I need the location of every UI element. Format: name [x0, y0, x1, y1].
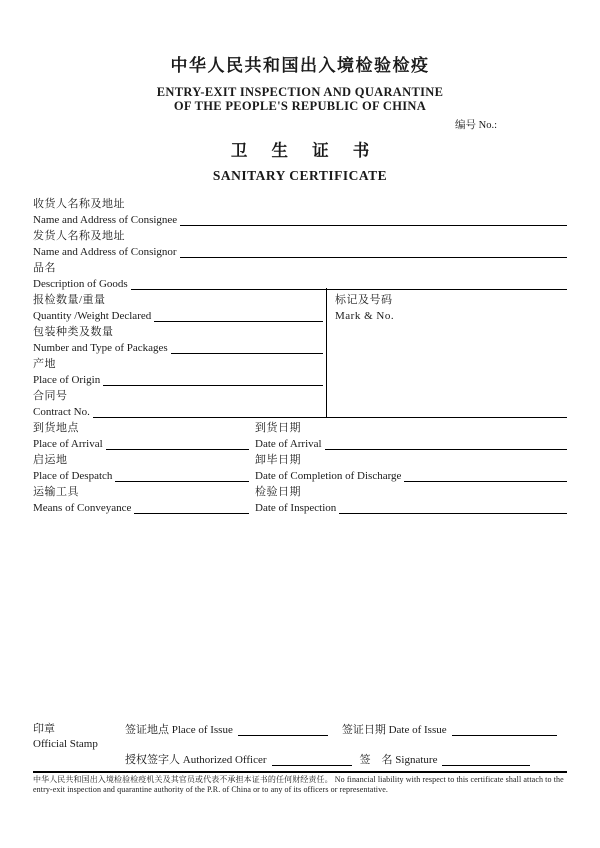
date-of-arrival-fill-line[interactable]: [325, 436, 567, 450]
date-of-arrival-label-cn: 到货日期: [255, 422, 301, 434]
contract-fill-line[interactable]: [93, 404, 567, 418]
packages-fill-line[interactable]: [171, 340, 323, 354]
issue-row: [125, 722, 567, 738]
place-of-arrival-fill-line[interactable]: [106, 436, 249, 450]
consignee-fill-line[interactable]: [180, 212, 567, 226]
goods-fill-line[interactable]: [131, 276, 567, 290]
disclaimer-text: 中华人民共和国出入境检验检疫机关及其官员或代表不承担本证书的任何财经责任。 No financial liability with respect to this certificate shall attach to the entry-exit inspection and quarantine authority of the P.R. of China or to any of its officers or representative.: [33, 775, 564, 794]
conveyance-fill-line[interactable]: [134, 500, 249, 514]
consignor-fill-line[interactable]: [180, 244, 567, 258]
official-stamp-area: [33, 722, 125, 768]
place-of-issue-fill-line[interactable]: [238, 722, 328, 736]
org-title-cn: 中华人民共和国出入境检验检疫: [170, 56, 430, 75]
footer-rule: [33, 771, 567, 773]
quantity-fill-line[interactable]: [154, 308, 323, 322]
org-title-en: [33, 86, 567, 113]
vertical-divider-line: [326, 288, 327, 417]
mark-no-label-en: Mark & No.: [335, 310, 395, 322]
field-row-conveyance: [33, 484, 567, 516]
date-of-discharge-label-en: Date of Completion of Discharge: [255, 470, 402, 482]
date-of-inspection-fill-line[interactable]: [339, 500, 567, 514]
quantity-label-cn: 报检数量/重量: [33, 294, 106, 306]
date-of-inspection-label-cn: 检验日期: [255, 486, 301, 498]
field-description-of-goods: [33, 260, 567, 292]
field-consignor: [33, 228, 567, 260]
authorized-officer-fill-line[interactable]: [272, 752, 352, 766]
consignor-label-en: Name and Address of Consignor: [33, 246, 177, 258]
serial-number-label: 编号 No.:: [455, 120, 497, 131]
contract-label-cn: 合同号: [33, 390, 68, 402]
packages-label-en: Number and Type of Packages: [33, 342, 168, 354]
field-quantity-declared: [33, 292, 567, 324]
origin-label-cn: 产地: [33, 358, 56, 370]
date-of-discharge-label-cn: 卸毕日期: [255, 454, 301, 466]
quantity-label-en: Quantity /Weight Declared: [33, 310, 152, 322]
field-consignee: [33, 196, 567, 228]
signature-row: [125, 752, 567, 768]
field-row-despatch: [33, 452, 567, 484]
conveyance-label-cn: 运输工具: [33, 486, 79, 498]
blank-writing-area: [33, 516, 567, 722]
stamp-label-cn: 印章: [33, 723, 55, 735]
field-mark-no: [335, 292, 394, 324]
certificate-content: [33, 0, 567, 794]
place-of-despatch-label-cn: 启运地: [33, 454, 68, 466]
certificate-title-cn: 卫 生 证 书: [230, 141, 380, 160]
signature-label: 签 名 Signature: [359, 754, 438, 766]
place-of-arrival-label-en: Place of Arrival: [33, 438, 103, 450]
place-of-arrival-label-cn: 到货地点: [33, 422, 79, 434]
origin-label-en: Place of Origin: [33, 374, 101, 386]
date-of-discharge-fill-line[interactable]: [404, 468, 567, 482]
serial-number-row: [33, 120, 567, 132]
consignor-label-cn: 发货人名称及地址: [33, 230, 125, 242]
consignee-label-cn: 收货人名称及地址: [33, 198, 125, 210]
origin-fill-line[interactable]: [103, 372, 323, 386]
place-of-issue-label: 签证地点 Place of Issue: [125, 724, 233, 736]
org-title-en-line2: OF THE PEOPLE'S REPUBLIC OF CHINA: [173, 98, 427, 113]
field-row-arrival: [33, 420, 567, 452]
date-of-inspection-label-en: Date of Inspection: [255, 502, 337, 514]
consignee-label-en: Name and Address of Consignee: [33, 214, 178, 226]
date-of-issue-label: 签证日期 Date of Issue: [341, 724, 447, 736]
mark-no-label-cn: 标记及号码: [335, 294, 393, 306]
conveyance-label-en: Means of Conveyance: [33, 502, 132, 514]
date-of-arrival-label-en: Date of Arrival: [255, 438, 322, 450]
form-body: [33, 196, 567, 794]
field-contract-no: [33, 388, 567, 420]
place-of-despatch-fill-line[interactable]: [115, 468, 249, 482]
signing-section: [33, 722, 567, 768]
goods-detail-section: [33, 292, 567, 420]
place-of-despatch-label-en: Place of Despatch: [33, 470, 113, 482]
org-title-en-line1: ENTRY-EXIT INSPECTION AND QUARANTINE: [156, 85, 444, 99]
goods-label-en: Description of Goods: [33, 278, 128, 290]
stamp-label-en: Official Stamp: [33, 738, 98, 750]
contract-label-en: Contract No.: [33, 406, 90, 418]
authorized-officer-label: 授权签字人 Authorized Officer: [125, 754, 267, 766]
packages-label-cn: 包装种类及数量: [33, 326, 114, 338]
field-place-of-origin: [33, 356, 567, 388]
field-packages: [33, 324, 567, 356]
certificate-title-en: SANITARY CERTIFICATE: [212, 168, 388, 183]
signature-fill-line[interactable]: [442, 752, 530, 766]
date-of-issue-fill-line[interactable]: [452, 722, 557, 736]
goods-label-cn: 品名: [33, 262, 56, 274]
